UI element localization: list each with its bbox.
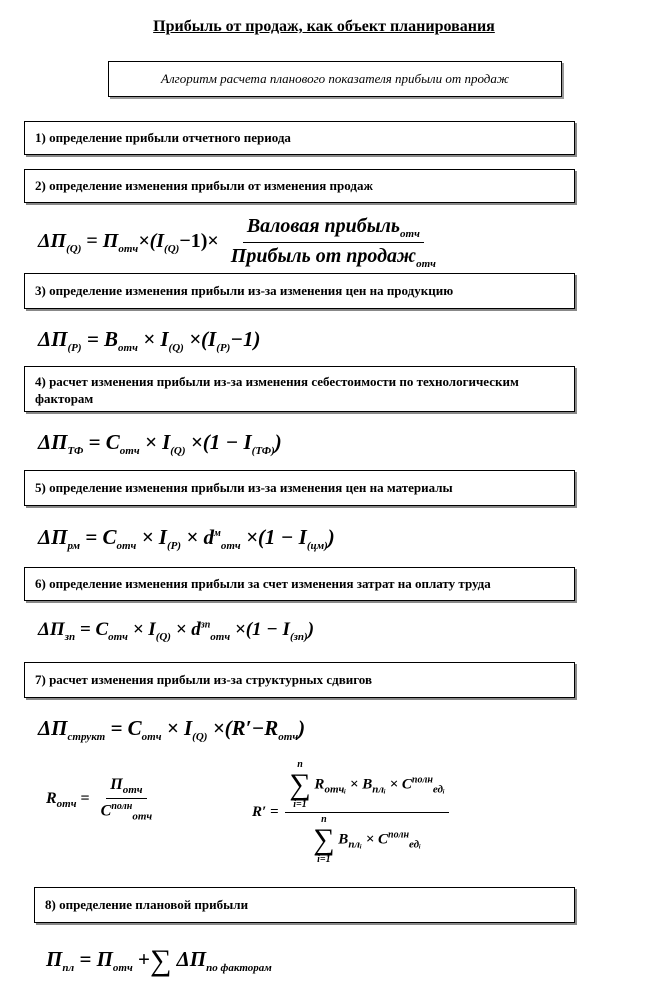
formula-step-4 xyxy=(38,430,282,457)
step-5-label: 5) определение изменения прибыли из-за изменения цен на материалы xyxy=(35,480,453,495)
f7b-den1: B xyxy=(338,831,349,848)
f2-p: П xyxy=(102,230,119,253)
f7-i-sub: (Q) xyxy=(192,731,208,744)
f2-tail: −1)× xyxy=(179,230,219,253)
step-7-box xyxy=(24,662,575,698)
f6-i2-sub: (зп) xyxy=(289,630,308,643)
f7a-den: C xyxy=(100,802,112,820)
f3-i2-sub: (P) xyxy=(216,342,231,355)
f3-i2: ×(I xyxy=(189,327,217,351)
f3-i: × I xyxy=(143,327,169,351)
f7a-fraction xyxy=(97,776,157,823)
f7b-den2: × C xyxy=(365,831,389,848)
f4-i2: ×(1 − I xyxy=(190,430,252,454)
page-title: Прибыль от продаж, как объект планирования xyxy=(153,18,495,35)
f3-lhs: ΔП xyxy=(38,327,68,351)
step-2-label: 2) определение изменения прибыли от изменения продаж xyxy=(35,178,373,193)
f7-lhs: ΔП xyxy=(38,716,68,740)
f3-i-sub: (Q) xyxy=(168,342,184,355)
formula-step-2 xyxy=(38,215,443,270)
f6-d-sup: зп xyxy=(200,619,211,631)
step-6-label: 6) определение изменения прибыли за счет изменения затрат на оплату труда xyxy=(35,576,491,591)
f5-i2-sub: (цм) xyxy=(306,540,328,553)
f2-mid: ×(I xyxy=(138,230,165,253)
f7b-num-sum: n ∑ i=1 xyxy=(289,759,311,810)
formula-r-otch xyxy=(46,776,159,823)
f7-i: × I xyxy=(166,716,193,740)
f6-tail: ) xyxy=(307,619,315,640)
step-4-box xyxy=(24,366,575,412)
f7-r: ×(R′−R xyxy=(212,716,279,740)
step-8-label: 8) определение плановой прибыли xyxy=(45,897,249,912)
f6-lhs: ΔП xyxy=(38,619,65,640)
f7b-den2-sub: едᵢ xyxy=(409,838,421,851)
f7b-lhs: R′ = xyxy=(252,803,279,820)
step-3-box xyxy=(24,273,575,309)
f2-lhs-sub: (Q) xyxy=(66,243,82,256)
f7b-num3: × C xyxy=(389,776,412,793)
f5-d-sub: отч xyxy=(220,540,241,553)
f2-den: Прибыль от продаж xyxy=(230,245,417,267)
f7b-den-n: n xyxy=(321,814,327,825)
f2-num: Валовая прибыль xyxy=(246,215,401,237)
f4-lhs: ΔП xyxy=(38,430,68,454)
formula-r-prime xyxy=(252,760,452,865)
f2-p-sub: отч xyxy=(118,243,139,256)
f8-p: = П xyxy=(79,946,113,971)
f7b-num-n: n xyxy=(297,759,303,770)
f6-c-sub: отч xyxy=(108,630,128,643)
step-6-box xyxy=(24,567,575,601)
step-8-box xyxy=(34,887,575,923)
f7b-den2-sup: полн xyxy=(388,829,410,841)
formula-step-8 xyxy=(46,944,272,978)
f5-c: = C xyxy=(85,525,117,549)
f8-d: ΔП xyxy=(176,946,207,971)
f5-lhs: ΔП xyxy=(38,525,68,549)
f5-d: × d xyxy=(186,525,214,549)
f8-lhs-sub: пл xyxy=(62,962,75,974)
f6-lhs-sub: зп xyxy=(64,630,76,643)
f8-plus: + xyxy=(138,946,150,971)
f7b-num3-sub: едᵢ xyxy=(432,783,445,796)
f7a-den-sub: отч xyxy=(132,810,153,823)
formula-step-5 xyxy=(38,525,335,552)
f5-i: × I xyxy=(141,525,167,549)
f7a-num: П xyxy=(110,776,123,793)
f2-eq: = xyxy=(86,230,98,253)
f8-lhs: П xyxy=(46,946,63,971)
f8-p-sub: отч xyxy=(112,962,133,974)
f3-lhs-sub: (P) xyxy=(67,342,82,355)
formula-step-6 xyxy=(38,619,314,643)
f4-c-sub: отч xyxy=(119,445,140,458)
f4-tail: ) xyxy=(274,430,282,454)
step-1-box xyxy=(24,121,575,155)
f2-lhs: ΔП xyxy=(38,230,67,253)
f6-c: = C xyxy=(79,619,109,640)
f7b-den1-sub: плᵢ xyxy=(348,838,362,851)
f7b-den-sum: n ∑ i=1 xyxy=(313,814,335,865)
f7a-eq: = xyxy=(80,790,90,808)
f7b-num2-sub: плᵢ xyxy=(372,783,386,796)
f6-d-sub: отч xyxy=(210,630,231,643)
f5-tail: ) xyxy=(327,525,335,549)
f4-c: = C xyxy=(88,430,120,454)
formula-step-7 xyxy=(38,716,305,743)
f5-d-sup: м xyxy=(214,528,221,539)
f4-i-sub: (Q) xyxy=(170,445,186,458)
f7b-num1-sub: отчᵢ xyxy=(324,783,347,796)
f7-r-sub: отч xyxy=(278,731,299,744)
f3-b-sub: отч xyxy=(118,342,138,355)
f7-c-sub: отч xyxy=(141,731,162,744)
f2-fraction xyxy=(227,215,440,270)
f7b-num-i: i=1 xyxy=(293,799,307,810)
f8-sum: ∑ xyxy=(149,944,172,977)
formula-step-3 xyxy=(38,327,260,354)
f7a-lhs-sub: отч xyxy=(56,798,77,811)
f7b-num1: R xyxy=(314,776,325,793)
f2-den-sub: отч xyxy=(416,258,436,270)
f5-i2: ×(1 − I xyxy=(245,525,307,549)
f6-i: × I xyxy=(132,619,156,640)
f5-i-sub: (P) xyxy=(166,540,182,553)
f7-tail: ) xyxy=(298,716,306,740)
f7a-num-sub: отч xyxy=(122,784,143,797)
f5-c-sub: отч xyxy=(116,540,137,553)
f7a-lhs: R xyxy=(46,790,57,808)
f4-i2-sub: (ТФ) xyxy=(251,445,275,458)
f2-mid-sub: (Q) xyxy=(164,243,180,256)
f7b-num2: × B xyxy=(349,776,373,793)
step-7-label: 7) расчет изменения прибыли из-за структурных сдвигов xyxy=(35,672,372,687)
f5-lhs-sub: рм xyxy=(67,540,81,553)
f4-i: × I xyxy=(144,430,171,454)
step-3-label: 3) определение изменения прибыли из-за изменения цен на продукцию xyxy=(35,283,454,298)
f6-i-sub: (Q) xyxy=(155,630,171,643)
f7b-num3-sup: полн xyxy=(411,774,433,786)
step-1-label: 1) определение прибыли отчетного периода xyxy=(35,130,291,145)
f7-c: = C xyxy=(110,716,142,740)
f3-b: = B xyxy=(86,327,119,351)
f7a-den-sup: полн xyxy=(111,801,133,813)
step-2-box xyxy=(24,169,575,203)
algorithm-subtitle: Алгоритм расчета планового показателя прибыли от продаж xyxy=(108,61,562,97)
step-4-label: 4) расчет изменения прибыли из-за изменения себестоимости по технологическим факторам xyxy=(35,374,519,406)
f7b-fraction xyxy=(285,760,449,865)
f3-tail: −1) xyxy=(230,327,261,351)
f7-lhs-sub: структ xyxy=(67,731,106,744)
f8-d-sub: по факторам xyxy=(206,962,272,974)
f6-i2: ×(1 − I xyxy=(234,619,290,640)
f2-num-sub: отч xyxy=(400,228,420,240)
f6-d: × d xyxy=(175,619,201,640)
step-5-box xyxy=(24,470,575,506)
f4-lhs-sub: ТФ xyxy=(67,445,84,458)
f7b-den-i: i=1 xyxy=(317,854,331,865)
